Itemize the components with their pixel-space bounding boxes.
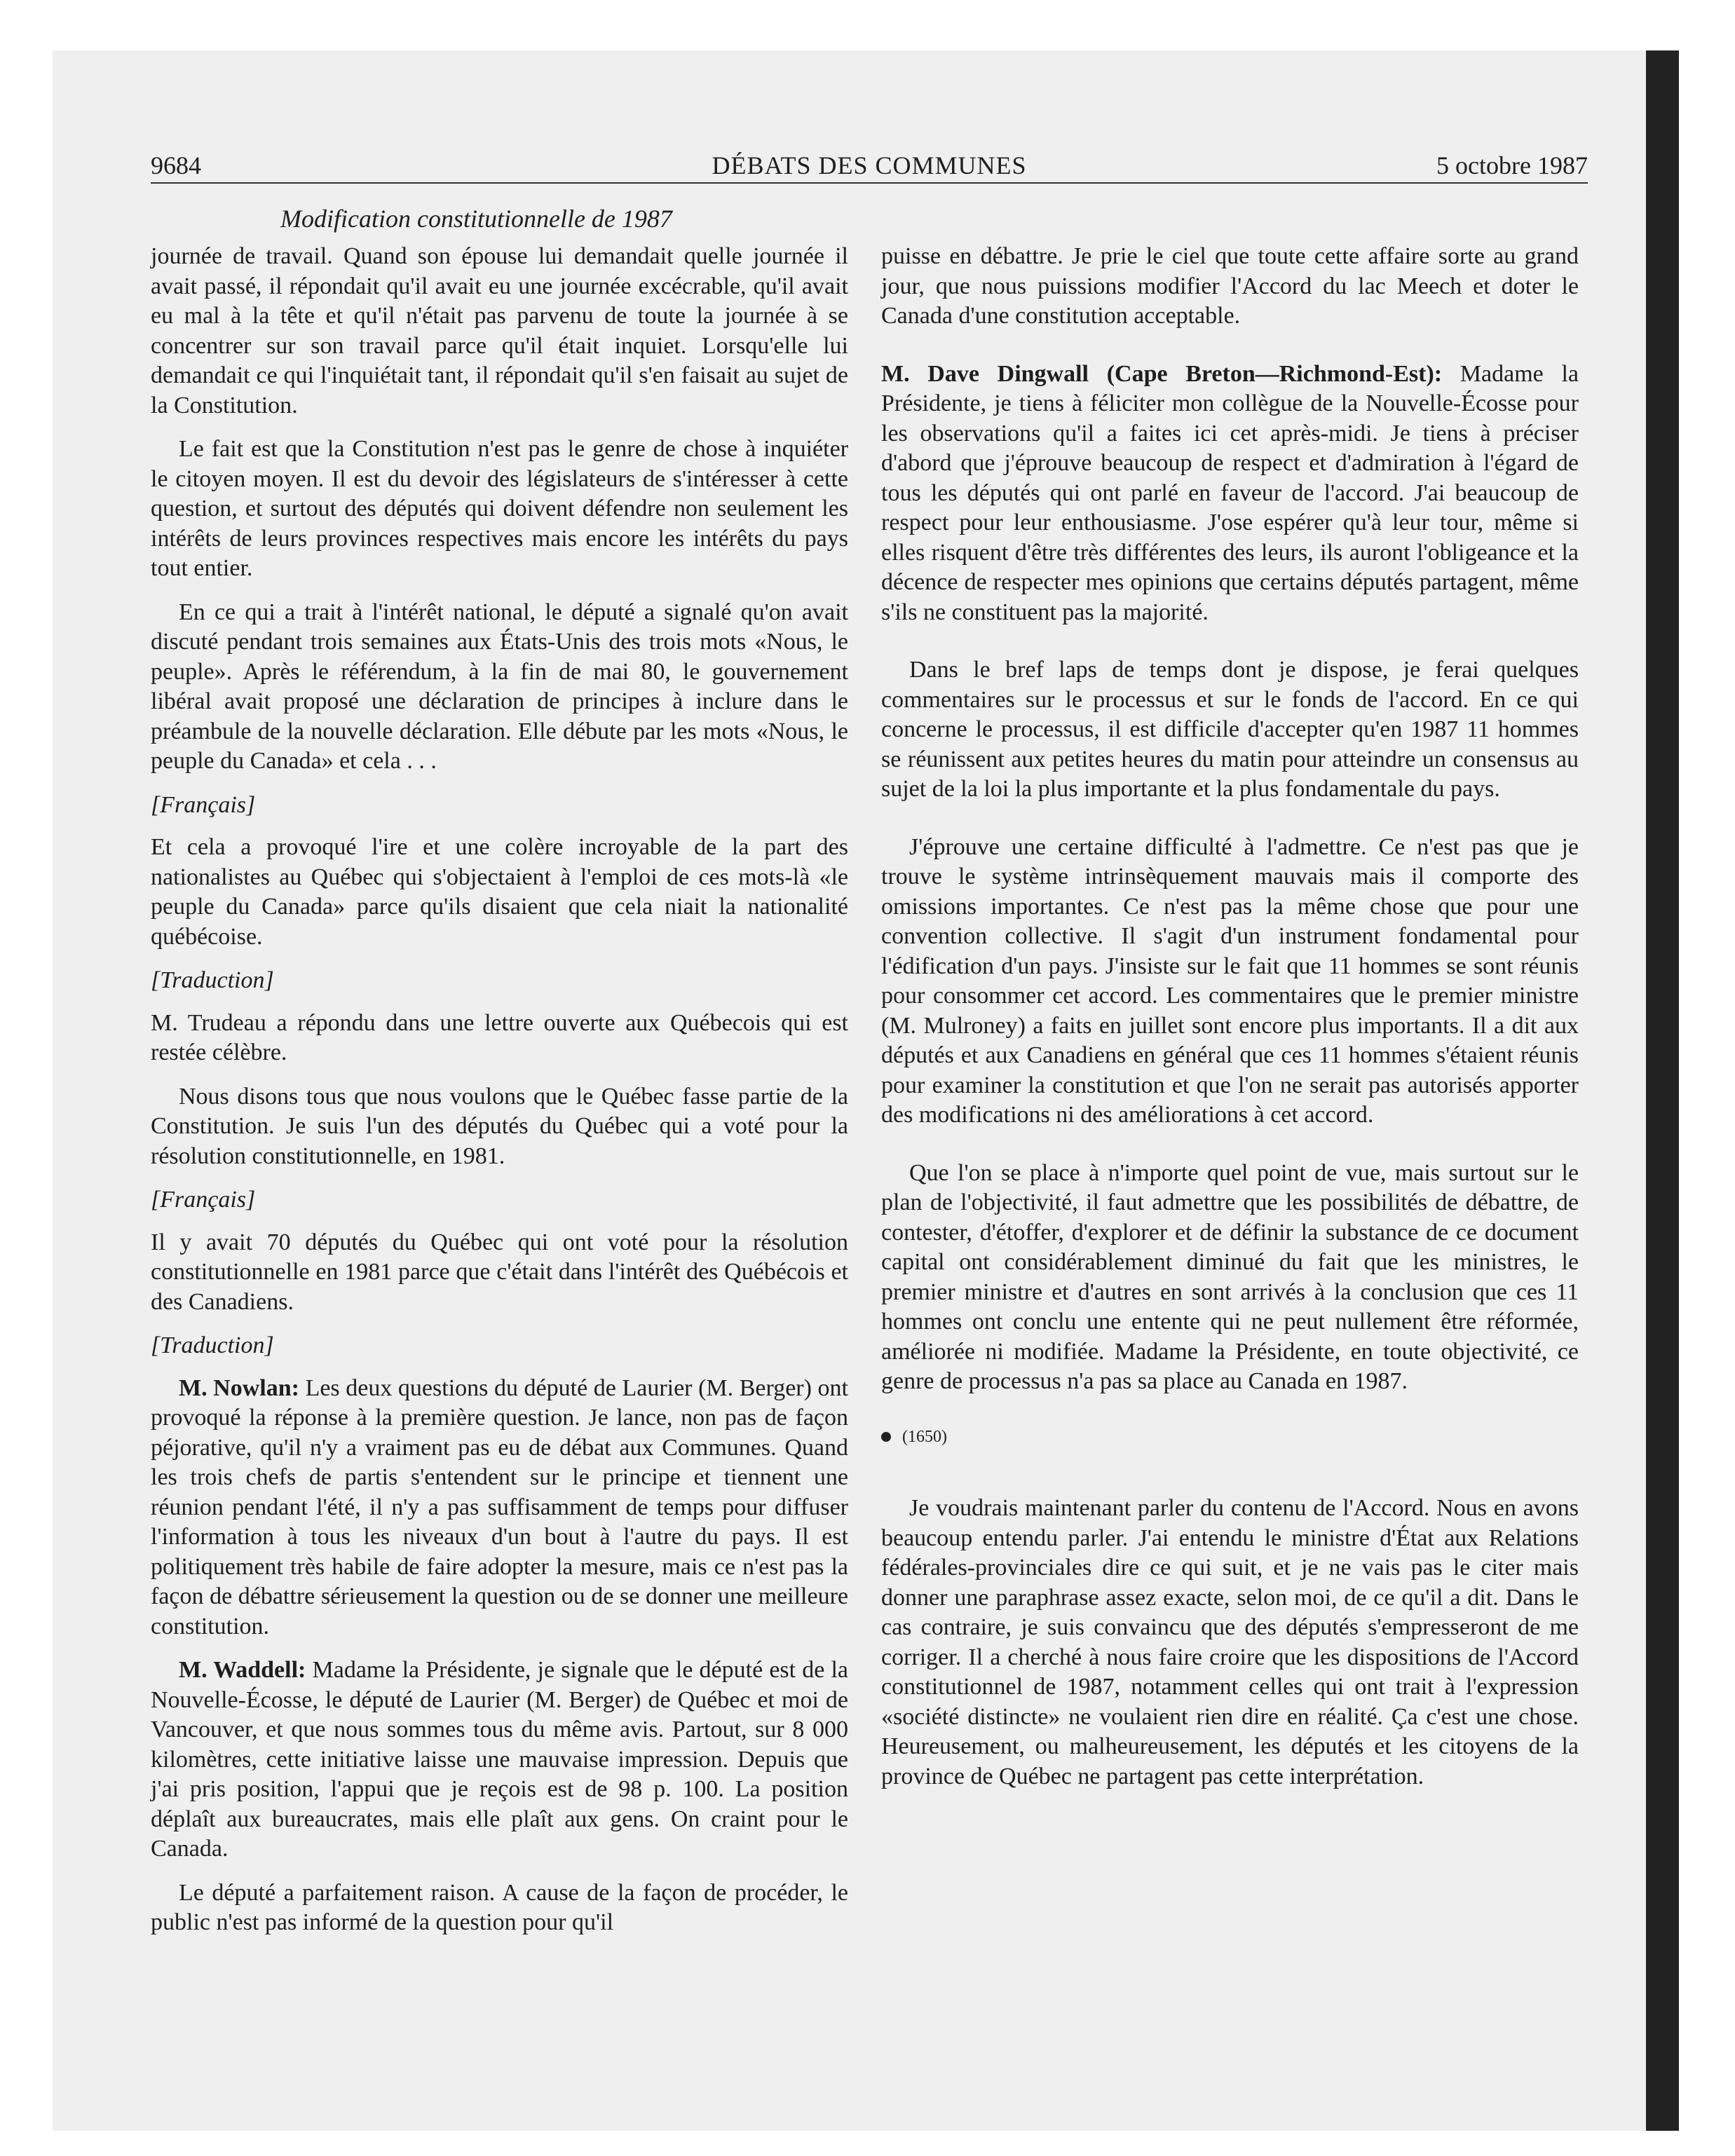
paragraph: Il y avait 70 députés du Québec qui ont voté pour la résolution constitutionnelle en 1981 parce que c'était dans l'intérêt des Québécois et des Canadiens. [151,1229,848,1315]
paragraph: puisse en débattre. Je prie le ciel que toute cette affaire sorte au grand jour, que nous puissions modifier l'Accord du lac Meech et doter le Canada d'une constitution acceptable. [881,243,1579,329]
bullet-icon [881,1432,891,1442]
publication-date: 5 octobre 1987 [1436,151,1588,179]
speech-text: Madame la Présidente, je tiens à féliciter mon collègue de la Nouvelle-Écosse pour les observations qu'il a faites ici cet après-midi. Je tiens à préciser d'abord que j'éprouve beaucoup de respect et d'admiration à l'égard de tous les députés qui ont parlé en faveur de l'accord. J'ai beaucoup de respect pour leur enthousiasme. J'ose espérer qu'à leur tour, même si elles risquent d'être très différentes des leurs, ils auront l'obligeance et la décence de respecter mes opinions que certains députés partagent, même s'ils ne constituent pas la majorité. [881,360,1579,625]
paragraph: Et cela a provoqué l'ire et une colère incroyable de la part des nationalistes au Québec qui s'objectaient à l'emploi de ces mots-là «le peuple du Canada» parce qu'ils disaient que cela niait la nationalité québécoise. [151,834,848,950]
time-marker [881,1422,1579,1452]
language-marker: [Traduction] [151,967,274,993]
paragraph: Je voudrais maintenant parler du contenu de l'Accord. Nous en avons beaucoup entendu parler. J'ai entendu le ministre d'État aux Relations fédérales-provinciales dire ce qui suit, et je ne vais pas le citer mais donner une paraphrase assez exacte, selon moi, de ce qu'il a dit. Dans le cas contraire, je suis convaincu que des députés s'empresseront de me corriger. Il a cherché à nous faire croire que les dispositions de l'Accord constitutionnel de 1987, notamment celles qui ont trait à l'expression «société distincte» ne voulaient rien dire en réalité. Ça c'est une chose. Heureusement, ou malheureusement, les députés et les citoyens de la province de Québec ne partagent pas cette interprétation. [881,1495,1579,1789]
section-subheading: Modification constitutionnelle de 1987 [280,205,672,233]
paragraph: Dans le bref laps de temps dont je dispose, je ferai quelques commentaires sur le processus et sur le fonds de l'accord. En ce qui concerne le processus, il est difficile d'accepter qu'en 1987 11 hommes se réunissent aux petites heures du matin pour atteindre un consensus au sujet de la loi la plus importante et la plus fondamentale du pays. [881,657,1579,802]
paragraph: journée de travail. Quand son épouse lui demandait quelle journée il avait passé, il répondait qu'il avait eu une journée excécrable, qu'il avait eu mal à la tête et qu'il n'était pas parvenu de toute la journée à se concentrer sur son travail parce qu'il était inquiet. Lorsqu'elle lui demandait ce qui l'inquiétait tant, il répondait qu'il s'en faisait au sujet de la Constitution. [151,243,848,418]
publication-title: DÉBATS DES COMMUNES [712,151,1027,179]
scan-edge [1646,50,1679,2131]
speech-paragraph [881,360,1579,628]
paragraph: Le fait est que la Constitution n'est pas le genre de chose à inquiéter le citoyen moyen. Il est du devoir des législateurs de s'intéresser à cette question, et surtout des députés qui doivent défendre non seulement les intérêts de leurs provinces respectives mais encore les intérêts du pays tout entier. [151,436,848,581]
paragraph: Nous disons tous que nous voulons que le Québec fasse partie de la Constitution. Je suis l'un des députés du Québec qui a voté pour la résolution constitutionnelle, en 1981. [151,1083,848,1169]
speech-paragraph [151,1656,848,1864]
speech-text: Les deux questions du député de Laurier (M. Berger) ont provoqué la réponse à la première question. Je lance, non pas de façon péjorative, qu'il n'y a vraiment pas eu de débat aux Communes. Quand les trois chefs de partis s'entendent sur le principe et tiennent une réunion pendant l'été, il n'y a pas suffisamment de temps pour diffuser l'information à tous les niveaux d'un bout à l'autre du pays. Il est politiquement très habile de faire adopter la mesure, mais ce n'est pas la façon de débattre sérieusement la question ou de se donner une meilleure constitution. [151,1374,848,1639]
right-column [881,242,1579,1806]
paragraph: Le député a parfaitement raison. A cause de la façon de procéder, le public n'est pas informé de la question pour qu'il [151,1879,848,1935]
speech-paragraph [151,1374,848,1642]
paragraph: Que l'on se place à n'importe quel point de vue, mais surtout sur le plan de l'objectivité, il faut admettre que les possibilités de débattre, de contester, d'étoffer, d'explorer et de définir la substance de ce document capital ont considérablement diminué du fait que les ministres, le premier ministre et d'autres en sont arrivés à la conclusion que ces 11 hommes ont conclu une entente qui ne peut nullement être réformée, améliorée ni modifiée. Madame la Présidente, en toute objectivité, ce genre de processus n'a pas sa place au Canada en 1987. [881,1159,1579,1394]
speaker-name: M. Dave Dingwall (Cape Breton—Richmond-Est): [881,360,1443,387]
time-marker-text: (1650) [902,1427,947,1446]
paragraph: J'éprouve une certaine difficulté à l'admettre. Ce n'est pas que je trouve le système intrinsèquement mauvais mais il comporte des omissions importantes. Ce n'est pas la même chose que pour une convention collective. Il s'agit d'un instrument fondamental pour l'édification d'un pays. J'insiste sur le fait que 11 hommes se sont réunis pour consommer cet accord. Les commentaires que le premier ministre (M. Mulroney) a faits en juillet sont encore plus importants. Il a dit aux députés et aux Canadiens en général que ces 11 hommes s'étaient réunis pour examiner la constitution et que l'on ne serait pas autorisés apporter des modifications ni des améliorations à cet accord. [881,833,1579,1128]
left-column [151,242,848,1952]
language-marker: [Français] [151,1187,256,1213]
paragraph: En ce qui a trait à l'intérêt national, le député a signalé qu'on avait discuté pendant trois semaines aux États-Unis des trois mots «Nous, le peuple». Après le référendum, à la fin de mai 80, le gouvernement libéral avait proposé une déclaration de principes à inclure dans le préambule de la nouvelle déclaration. Elle débute par les mots «Nous, le peuple du Canada» et cela . . . [151,599,848,774]
paragraph: M. Trudeau a répondu dans une lettre ouverte aux Québecois qui est restée célèbre. [151,1009,848,1065]
speaker-name: M. Waddell: [179,1657,306,1683]
speech-text: Madame la Présidente, je signale que le député est de la Nouvelle-Écosse, le député de Laurier (M. Berger) de Québec et moi de Vancouver, et que nous sommes tous du même avis. Partout, sur 8 000 kilomètres, cette initiative laisse une mauvaise impression. Depuis que j'ai pris position, l'appui que je reçois est de 98 p. 100. La position déplaît aux bureaucrates, mais elle plaît aux gens. On craint pour le Canada. [151,1657,848,1862]
page-number: 9684 [151,151,201,179]
speaker-name: M. Nowlan: [179,1374,299,1401]
page-header [151,149,1588,184]
language-marker: [Traduction] [151,1332,274,1358]
language-marker: [Français] [151,791,256,818]
